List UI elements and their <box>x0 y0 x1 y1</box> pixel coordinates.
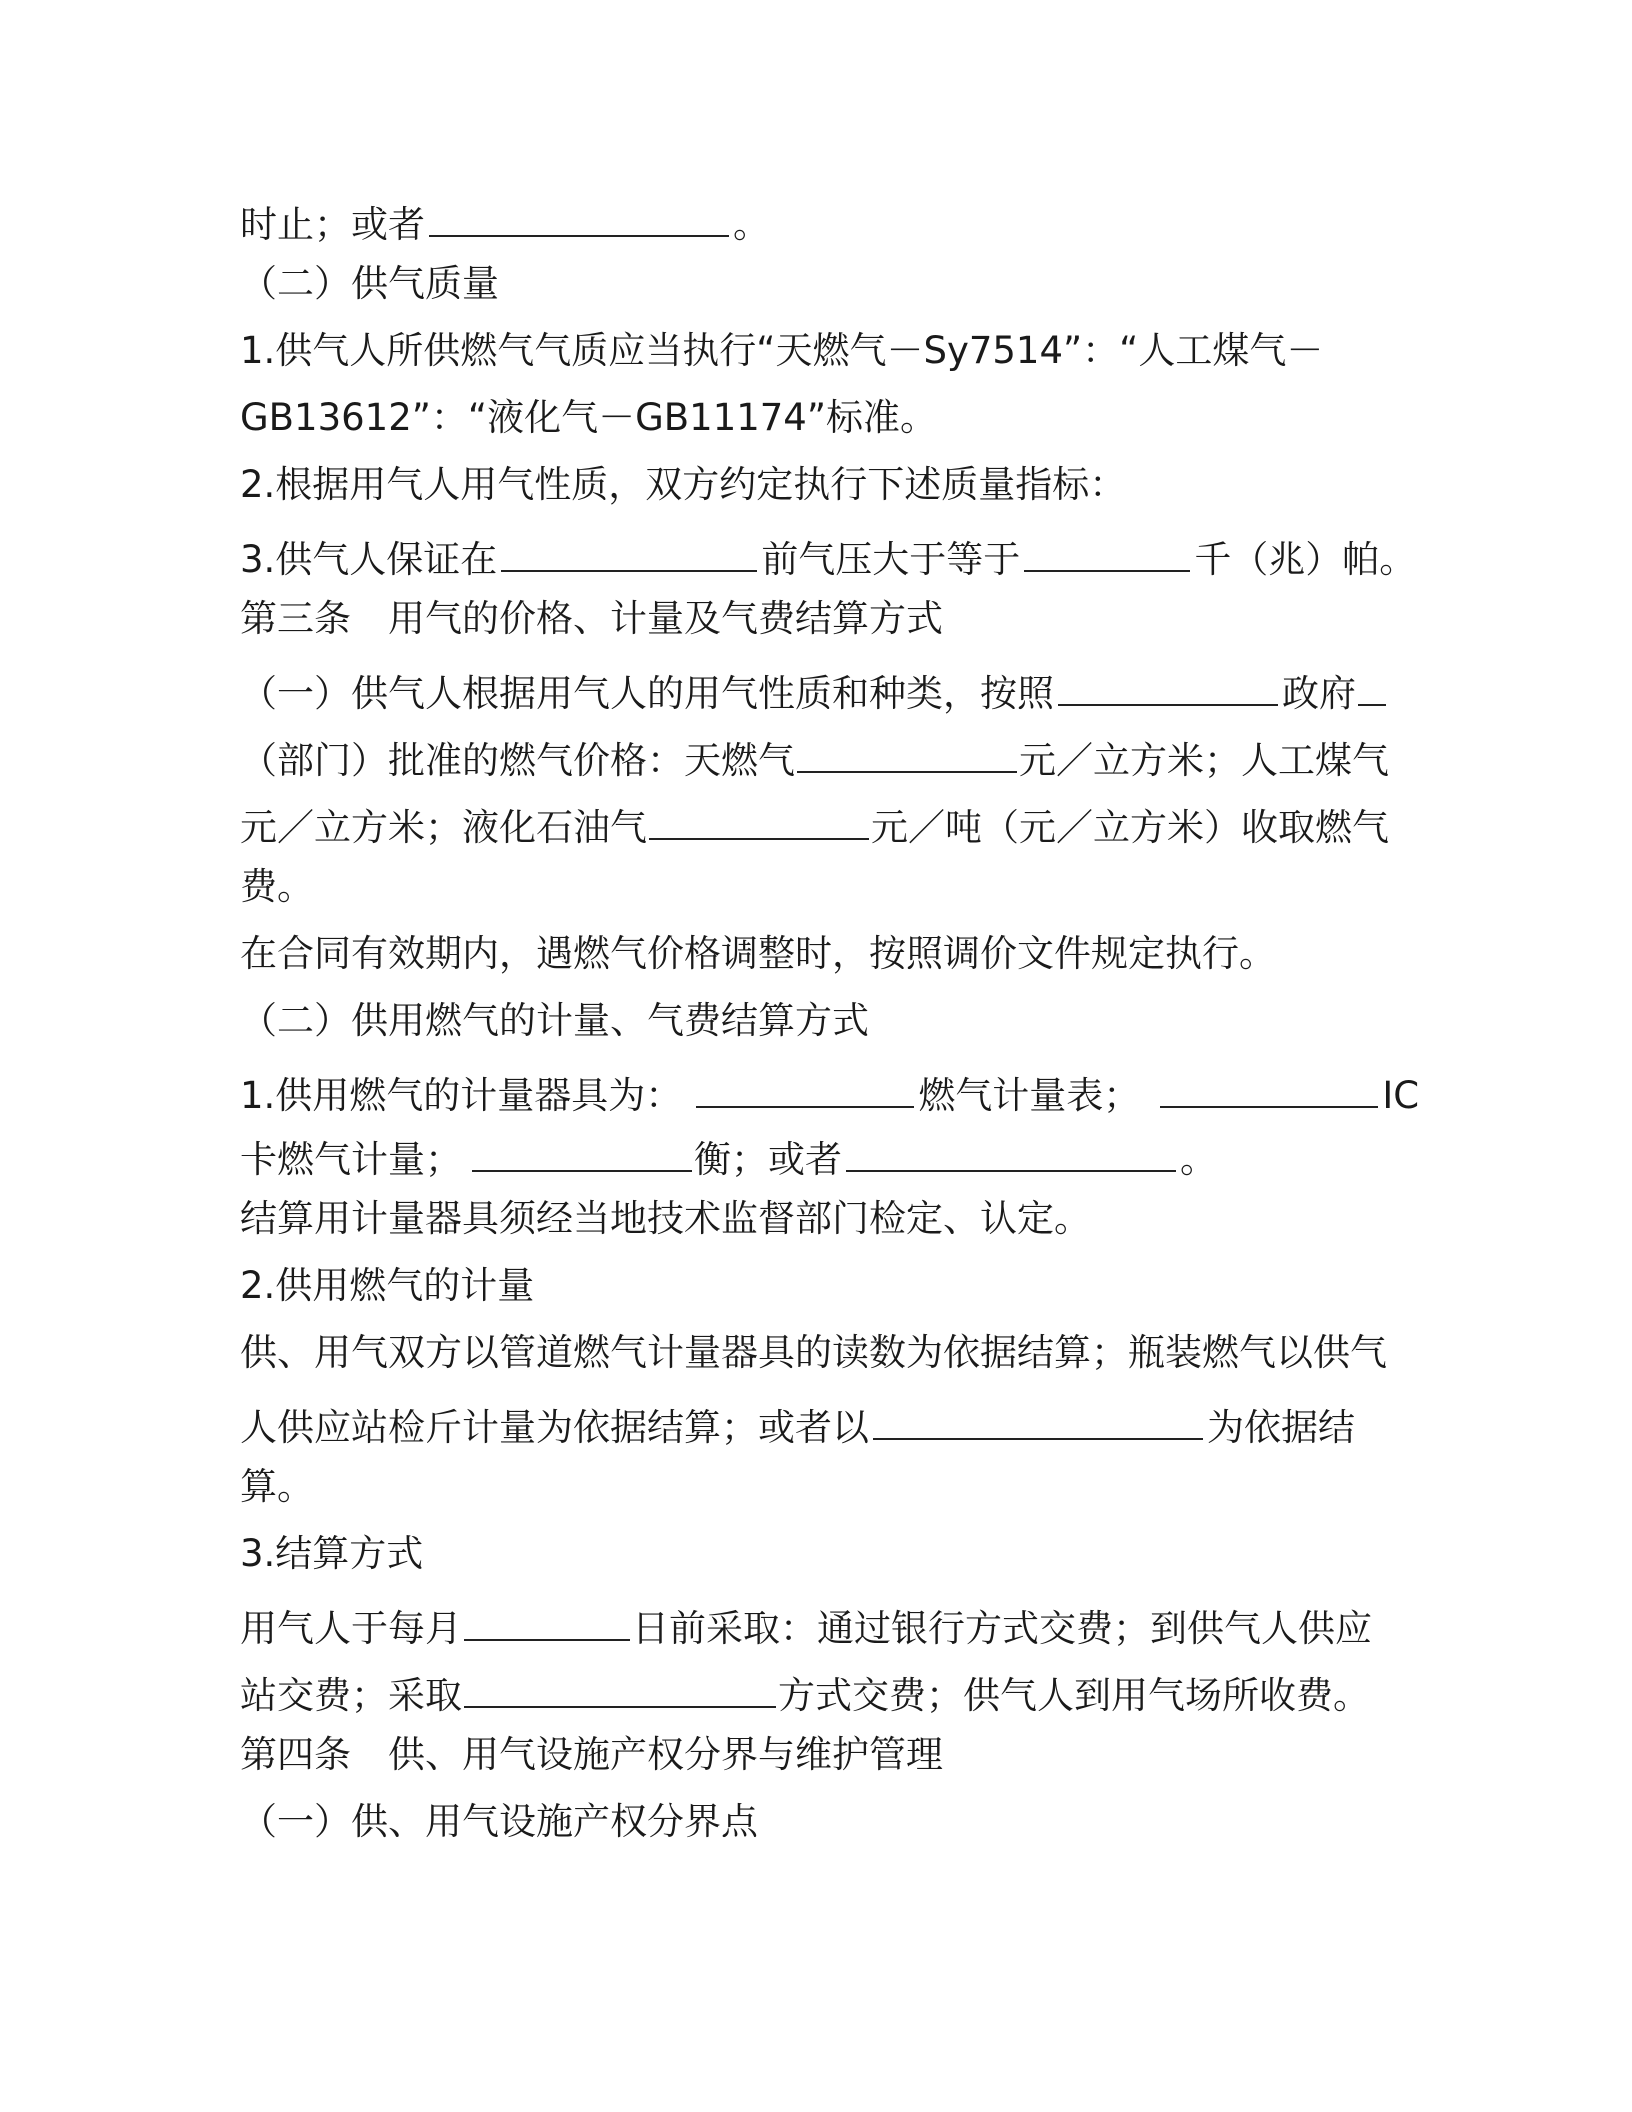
paragraph-line: 2.根据用气人用气性质，双方约定执行下述质量指标： <box>240 463 1127 506</box>
text-segment: 站交费；采取 <box>240 1674 462 1717</box>
text-line <box>240 1069 1420 1117</box>
text-segment: （部门）批准的燃气价格：天燃气 <box>240 739 795 782</box>
text-segment: 为依据结 <box>1207 1406 1355 1449</box>
text-segment: 衡；或者 <box>694 1138 842 1181</box>
text-segment: 卡燃气计量； <box>240 1138 462 1181</box>
article-heading: 第四条 供、用气设施产权分界与维护管理 <box>240 1733 943 1776</box>
paragraph-line: 费。 <box>240 865 314 908</box>
fill-in-blank[interactable] <box>1058 667 1278 706</box>
text-segment: 元／立方米；人工煤气 <box>1019 739 1389 782</box>
subsection-heading: 3.结算方式 <box>240 1532 424 1575</box>
paragraph-line: 1.供气人所供燃气气质应当执行“天燃气－Sy7514”：“人工煤气－ <box>240 329 1324 372</box>
text-line <box>240 1669 1370 1717</box>
paragraph-line: 在合同有效期内，遇燃气价格调整时，按照调价文件规定执行。 <box>240 932 1276 975</box>
fill-in-blank[interactable] <box>846 1133 1176 1172</box>
text-segment: （一）供气人根据用气人的用气性质和种类，按照 <box>240 672 1054 715</box>
text-segment: IC <box>1382 1074 1420 1117</box>
section-heading: （二）供气质量 <box>240 262 499 305</box>
text-segment: 用气人于每月 <box>240 1607 462 1650</box>
text-line <box>240 1401 1355 1449</box>
paragraph-line: 供、用气双方以管道燃气计量器具的读数为依据结算；瓶装燃气以供气 <box>240 1331 1387 1374</box>
text-segment: 人供应站检斤计量为依据结算；或者以 <box>240 1406 869 1449</box>
text-line <box>240 533 1417 581</box>
text-line <box>240 1133 1217 1181</box>
text-segment: 燃气计量表； <box>918 1074 1141 1117</box>
fill-in-blank[interactable] <box>696 1069 914 1108</box>
text-segment: 元／立方米；液化石油气 <box>240 806 647 849</box>
section-heading: （一）供、用气设施产权分界点 <box>240 1800 758 1843</box>
text-segment: 。 <box>1180 1138 1217 1181</box>
fill-in-blank[interactable] <box>429 198 729 237</box>
paragraph-line: GB13612”：“液化气－GB11174”标准。 <box>240 396 938 439</box>
text-segment: 政府 <box>1282 672 1356 715</box>
fill-in-blank[interactable] <box>1024 533 1190 572</box>
text-segment: 。 <box>733 203 770 246</box>
paragraph-line: 算。 <box>240 1465 314 1508</box>
fill-in-blank[interactable] <box>501 533 757 572</box>
text-segment: 千（兆）帕。 <box>1194 538 1417 581</box>
fill-in-blank[interactable] <box>649 801 869 840</box>
fill-in-blank[interactable] <box>464 1602 630 1641</box>
text-segment: 元／吨（元／立方米）收取燃气 <box>871 806 1389 849</box>
subsection-heading: 2.供用燃气的计量 <box>240 1264 535 1307</box>
article-heading: 第三条 用气的价格、计量及气费结算方式 <box>240 597 943 640</box>
fill-in-blank[interactable] <box>1160 1069 1378 1108</box>
text-segment: 时止；或者 <box>240 203 425 246</box>
fill-in-blank[interactable] <box>464 1669 776 1708</box>
fill-in-blank[interactable] <box>873 1401 1203 1440</box>
paragraph-line: 结算用计量器具须经当地技术监督部门检定、认定。 <box>240 1197 1091 1240</box>
text-segment: 方式交费；供气人到用气场所收费。 <box>778 1674 1370 1717</box>
text-line <box>240 667 1386 715</box>
fill-in-blank[interactable] <box>1358 667 1386 706</box>
text-segment: 前气压大于等于 <box>761 538 1021 581</box>
text-line <box>240 801 1389 849</box>
text-segment: 3.供气人保证在 <box>240 538 498 581</box>
fill-in-blank[interactable] <box>797 734 1017 773</box>
text-segment: 1.供用燃气的计量器具为： <box>240 1074 683 1117</box>
section-heading: （二）供用燃气的计量、气费结算方式 <box>240 999 869 1042</box>
text-line <box>240 1602 1372 1650</box>
fill-in-blank[interactable] <box>472 1133 692 1172</box>
text-line <box>240 198 770 246</box>
text-line <box>240 734 1389 782</box>
text-segment: 日前采取：通过银行方式交费；到供气人供应 <box>632 1607 1372 1650</box>
